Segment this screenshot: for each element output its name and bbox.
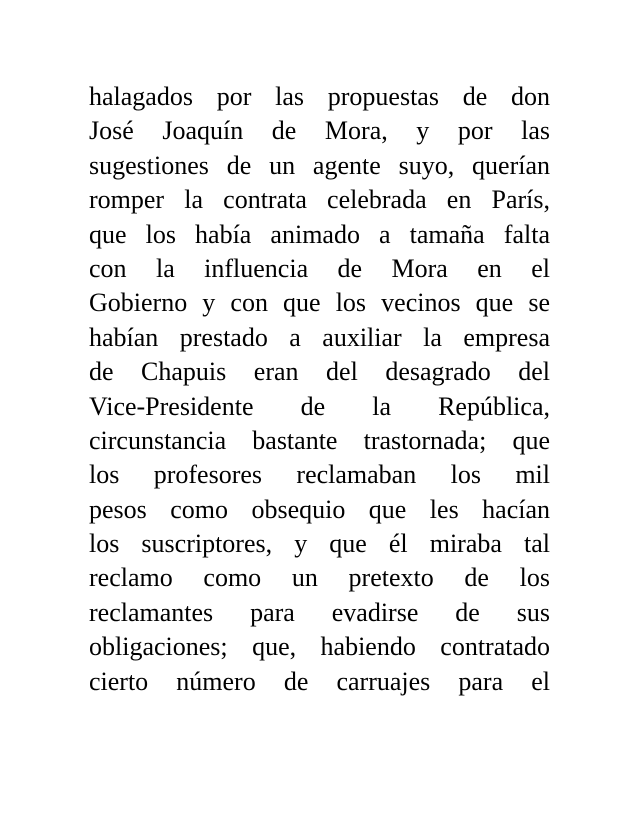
text-line: reclamo como un pretexto de los <box>89 563 550 593</box>
text-line: romper la contrata celebrada en París, <box>89 185 550 215</box>
text-line: Gobierno y con que los vecinos que se <box>89 288 550 318</box>
text-line: pesos como obsequio que les hacían <box>89 494 550 524</box>
text-line: los suscriptores, y que él miraba tal <box>89 529 550 559</box>
text-line: los profesores reclamaban los mil <box>89 460 550 490</box>
text-line: José Joaquín de Mora, y por las <box>89 116 550 146</box>
body-paragraph <box>89 80 550 699</box>
text-line: halagados por las propuestas de don <box>89 82 550 111</box>
text-line: habían prestado a auxiliar la empresa <box>89 322 550 352</box>
text-line: sugestiones de un agente suyo, querían <box>89 150 550 180</box>
text-line: circunstancia bastante trastornada; que <box>89 425 550 455</box>
text-line: de Chapuis eran del desagrado del <box>89 357 550 387</box>
text-line: cierto número de carruajes para el <box>89 666 550 696</box>
text-line: obligaciones; que, habiendo contratado <box>89 632 550 662</box>
text-line: reclamantes para evadirse de sus <box>89 597 550 627</box>
text-line: que los había animado a tamaña falta <box>89 219 550 249</box>
text-line: Vice-Presidente de la República, <box>89 391 550 421</box>
text-line: con la influencia de Mora en el <box>89 253 550 283</box>
